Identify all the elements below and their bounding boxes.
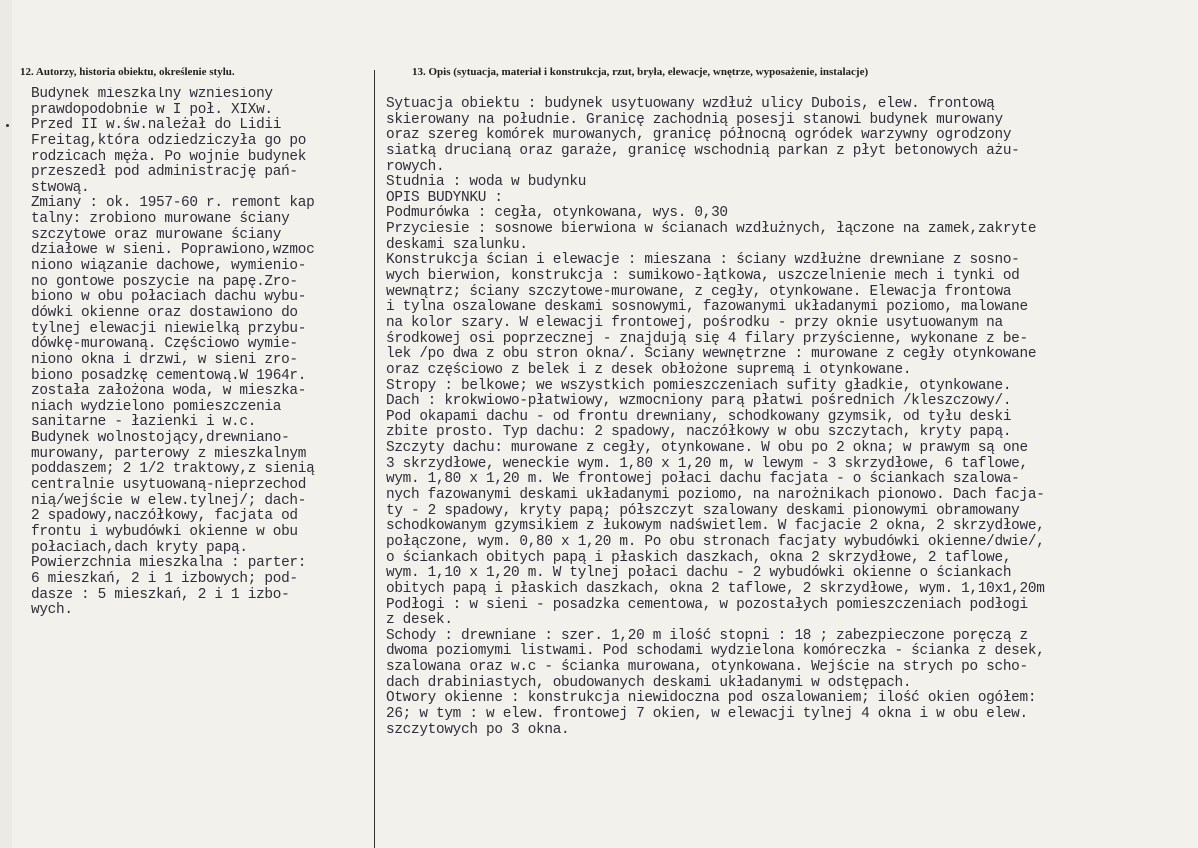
text-line: Stropy : belkowe; we wszystkich pomieszczeniach sufity gładkie, otynkowane.	[386, 377, 1012, 394]
text-line: niono okna i drzwi, w sieni zro-	[31, 351, 298, 368]
text-line: tylnej elewacji niewielką przybu-	[31, 320, 307, 337]
text-line: ty - 2 spadowy, kryty papą; półszczyt szalowany deskami pionowymi obramowany	[386, 502, 1020, 519]
text-line: no gontowe poszycie na papę.Zro-	[31, 273, 298, 290]
text-line: Budynek mieszkalny wzniesiony	[31, 87, 273, 102]
text-line: frontu i wybudówki okienne w obu	[31, 523, 298, 540]
text-line: Podłogi : w sieni - posadzka cementowa, w pozostałych pomieszczeniach podłogi	[386, 596, 1028, 613]
text-line: wych.	[31, 602, 73, 619]
text-line: lek /po dwa z obu stron okna/. Ściany wewnętrzne : murowane z cegły otynkowane	[386, 346, 1037, 363]
text-line: 26; w tym : w elew. frontowej 7 okien, w elewacji tylnej 4 okna i w obu elew.	[386, 705, 1028, 722]
text-line: 3 skrzydłowe, weneckie wym. 1,80 x 1,20 m, w lewym - 3 skrzydłowe, 6 taflowe,	[386, 455, 1028, 472]
text-line: oraz częściowo z belek i z desek obłożone supremą i otynkowane.	[386, 361, 912, 378]
text-line: wewnątrz; ściany szczytowe-murowane, z cegły, otynkowane. Elewacja frontowa	[386, 283, 1012, 300]
text-line: schodkowanym gzymsikiem z łukowym nadświetlem. W facjacie 2 okna, 2 skrzydłowe,	[386, 518, 1045, 535]
text-line: prawdopodobnie w I poł. XIXw.	[31, 101, 273, 118]
text-line: centralnie usytuowaną-nieprzechod	[31, 477, 307, 494]
text-line: wym. 1,80 x 1,20 m. We frontowej połaci dachu facjata - o ściankach szalowa-	[386, 471, 1020, 488]
text-line: wym. 1,10 x 1,20 m. W tylnej połaci dachu - 2 wybudówki okienne o ściankach	[386, 565, 1012, 582]
text-line: siatką drucianą oraz garaże, granicę wschodnią parkan z płyt betonowych ażu-	[386, 142, 1020, 159]
text-line: sanitarne - łazienki i w.c.	[31, 414, 257, 431]
text-line: Przed II w.św.należał do Lidii	[31, 117, 282, 134]
text-line: dówkę-murowaną. Częściowo wymie-	[31, 336, 298, 353]
text-line: Schody : drewniane : szer. 1,20 m ilość stopni : 18 ; zabezpieczone poręczą z	[386, 627, 1028, 644]
text-line: Szczyty dachu: murowane z cegły, otynkowane. W obu po 2 okna; w prawym są one	[386, 440, 1028, 457]
text-line: Powierzchnia mieszkalna : parter:	[31, 555, 307, 572]
text-line: szczytowych po 3 okna.	[386, 721, 570, 738]
text-line: zbite prosto. Typ dachu: 2 spadowy, naczółkowy w obu szczytach, kryty papą.	[386, 424, 1012, 441]
text-line: szczytowe oraz murowane ściany	[31, 226, 282, 243]
text-line: niach wydzielono pomieszczenia	[31, 398, 282, 415]
text-line: poddaszem; 2 1/2 traktowy,z sienią	[31, 461, 315, 478]
text-line: dach drabiniastych, obudowanych deskami układanymi w odstępach.	[386, 674, 912, 691]
history-column	[31, 87, 375, 619]
text-line: wych bierwion, konstrukcja : sumikowo-łątkowa, uszczelnienie mech i tynki od	[386, 268, 1020, 285]
text-line: połaciach,dach kryty papą.	[31, 539, 248, 556]
text-line: i tylna oszalowane deskami sosnowymi, fazowanymi układanymi poziomo, malowane	[386, 299, 1028, 316]
text-line: nych fazowanymi deskami układanymi poziomo, na narożnikach pionowo. Dach facja-	[386, 487, 1045, 504]
text-line: z desek.	[386, 612, 453, 629]
text-line: rodzicach męża. Po wojnie budynek	[31, 148, 307, 165]
text-line: Konstrukcja ścian i elewacje : mieszana : ściany wzdłużne drewniane z sosno-	[386, 252, 1020, 269]
text-line: o ściankach obitych papą i płaskich daszkach, okna 2 skrzydłowe, 2 taflowe,	[386, 549, 1012, 566]
text-line: oraz szereg komórek murowanych, granicę północną ogródek warzywny ogrodzony	[386, 127, 1012, 144]
text-line: biono w obu połaciach dachu wybu-	[31, 289, 307, 306]
text-line: Zmiany : ok. 1957-60 r. remont kap	[31, 195, 315, 212]
text-line: dwoma poziomymi listwami. Pod schodami wydzielona komóreczka - ścianka z desek,	[386, 643, 1045, 660]
text-line: Sytuacja obiektu : budynek usytuowany wzdłuż ulicy Dubois, elew. frontową	[386, 96, 995, 112]
text-line: środkowej osi poprzecznej - znajdują się 4 filary przyścienne, wykonane z be-	[386, 330, 1028, 347]
text-line: Dach : krokwiowo-płatwiowy, wzmocniony parą płatwi pośrednich /kleszczowy/.	[386, 393, 1012, 410]
text-line: dówki okienne oraz dostawiono do	[31, 304, 298, 321]
text-line: została założona woda, w mieszka-	[31, 383, 307, 400]
text-line: deskami szalunku.	[386, 236, 528, 253]
text-line: Przyciesie : sosnowe bierwiona w ścianach wzdłużnych, łączone na zamek,zakryte	[386, 221, 1037, 238]
section-13-header: 13. Opis (sytuacja, materiał i konstrukcja, rzut, bryła, elewacje, wnętrze, wyposażenie, instalacje)	[412, 66, 869, 78]
text-line: szalowana oraz w.c - ścianka murowana, otynkowana. Wejście na strych po scho-	[386, 659, 1028, 676]
text-line: stwową.	[31, 179, 90, 196]
text-line: rowych.	[386, 158, 445, 175]
text-line: nią/wejście w elew.tylnej/; dach-	[31, 492, 307, 509]
description-column	[386, 97, 1198, 738]
margin-mark	[6, 124, 9, 127]
text-line: Podmurówka : cegła, otynkowana, wys. 0,30	[386, 205, 728, 222]
text-line: Budynek wolnostojący,drewniano-	[31, 430, 290, 447]
text-line: dasze : 5 mieszkań, 2 i 1 izbo-	[31, 586, 290, 603]
text-line: 2 spadowy,naczółkowy, facjata od	[31, 508, 298, 525]
text-line: Studnia : woda w budynku	[386, 174, 587, 191]
text-line: działowe w sieni. Poprawiono,wzmoc	[31, 242, 315, 259]
text-line: niono wiązanie dachowe, wymienio-	[31, 258, 307, 275]
text-line: przeszedł pod administrację pań-	[31, 164, 298, 181]
text-line: talny: zrobiono murowane ściany	[31, 211, 290, 228]
text-line: skierowany na południe. Granicę zachodnią posesji stanowi budynek murowany	[386, 111, 1003, 128]
text-line: na kolor szary. W elewacji frontowej, pośrodku - przy oknie usytuowanym na	[386, 314, 1003, 331]
text-line: Pod okapami dachu - od frontu drewniany, schodkowany gzymsik, od tyłu deski	[386, 408, 1012, 425]
text-line: Otwory okienne : konstrukcja niewidoczna pod oszalowaniem; ilość okien ogółem:	[386, 690, 1037, 707]
text-line: połączone, wym. 0,80 x 1,20 m. Po obu stronach facjaty wybudówki okienne/dwie/,	[386, 533, 1045, 550]
text-line: obitych papą i płaskich daszkach, okna 2 taflowe, 2 skrzydłowe, wym. 1,10x1,20m	[386, 580, 1045, 597]
section-12-header: 12. Autorzy, historia obiektu, określenie stylu.	[20, 66, 235, 78]
text-line: Freitag,która odziedziczyła go po	[31, 132, 307, 149]
text-line: murowany, parterowy z mieszkalnym	[31, 445, 307, 462]
text-line: 6 mieszkań, 2 i 1 izbowych; pod-	[31, 570, 298, 587]
text-line: OPIS BUDYNKU :	[386, 189, 503, 206]
text-line: biono posadzkę cementową.W 1964r.	[31, 367, 307, 384]
